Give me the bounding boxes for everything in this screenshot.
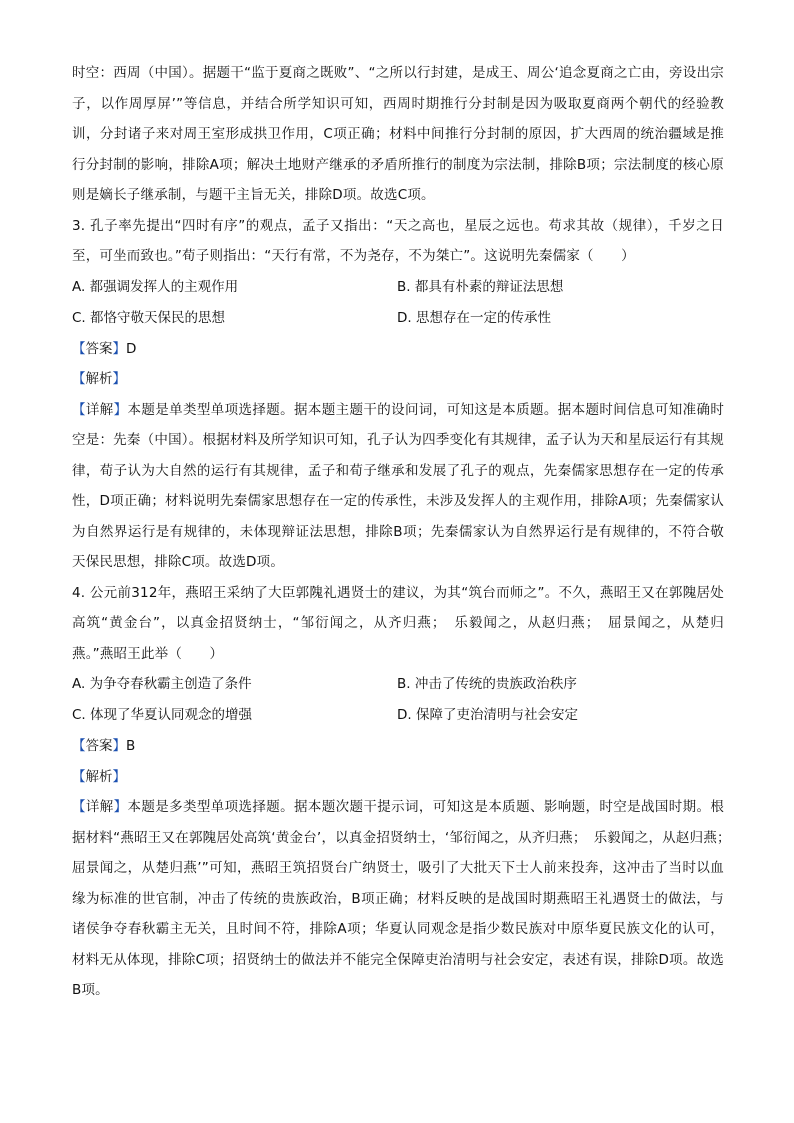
question-3-stem: 3. 孔子率先提出“四时有序”的观点，孟子又指出：“天之高也，星辰之远也。苟求其故（规律），千岁之日至，可坐而致也。”荀子则指出：“天行有常，不为尧存，不为桀亡”。这说明先秦儒家（ ） [72,217,724,264]
q2-explanation-continued: 时空：西周（中国）。据题干“监于夏商之既败”、“之所以行封建，是成王、周公‘追念夏商之亡由，旁设出宗子，以作周厚屏’”等信息，并结合所学知识可知，西周时期推行分封制是因为吸取夏商两个朝代的经验教训，分封诸子来对周王室形成拱卫作用，C项正确；材料中间推行分封制的原因，扩大西周的统治疆域是推行分封制的影响，排除A项；解决土地财产继承的矛盾所推行的制度为宗法制，排除B项；宗法制度的核心原则是嫡长子继承制，与题干主旨无关，排除D项。故选C项。 [72,65,724,203]
q4-answer-label: 答案 [85,738,113,754]
question-3-options [72,272,724,334]
q3-option-d[interactable]: D. 思想存在一定的传承性 [397,309,551,326]
q4-option-c[interactable]: C. 体现了华夏认同观念的增强 [72,707,253,723]
q3-analysis-label: 解析 [85,371,113,387]
q3-answer-label: 答案 [85,340,113,357]
q4-answer: 【答案】B [72,738,136,754]
q4-option-a[interactable]: A. 为争夺春秋霸主创造了条件 [72,676,252,692]
q3-detail: 【详解】本题是单类型单项选择题。据本题主题干的设问词，可知这是本质题。据本题时间信息可知准确时空是：先秦（中国）。根据材料及所学知识可知，孔子认为四季变化有其规律，孟子认为天和星辰运行有其规律，荀子认为大自然的运行有其规律，孟子和荀子继承和发展了孔子的观点，先秦儒家思想存在一定的传承性，D项正确；材料说明先秦儒家思想存在一定的传承性，未涉及发挥人的主观作用，排除A项；先秦儒家认为自然界运行是有规律的，未体现辩证法思想，排除B项；先秦儒家认为自然界运行是有规律的，不符合敬天保民思想，排除C项。故选D项。 [72,401,725,570]
q3-option-a[interactable]: A. 都强调发挥人的主观作用 [72,278,239,295]
q3-option-b[interactable]: B. 都具有朴素的辩证法思想 [397,278,564,295]
q3-answer: 【答案】D [72,340,137,357]
q4-option-d[interactable]: D. 保障了吏治清明与社会安定 [397,707,578,723]
q3-option-c[interactable]: C. 都恪守敬天保民的思想 [72,309,226,326]
question-4-options [72,669,724,731]
q3-answer-value: D [126,340,137,357]
q4-detail: 【详解】本题是多类型单项选择题。据本题次题干提示词，可知这是本质题、影响题，时空是战国时期。根据材料“燕昭王又在郭隗居处高筑‘黄金台’，以真金招贤纳士，‘邹衍闻之，从齐归燕； 乐毅闻之，从赵归燕； 屈景闻之，从楚归燕’”可知，燕昭王筑招贤台广纳贤士，吸引了大批天下士人前来投奔，这冲击了当时以血缘为标准的世官制，冲击了传统的贵族政治，B项正确；材料反映的是战国时期燕昭王礼遇贤士的做法，与诸侯争夺春秋霸主无关，且时间不符，排除A项；华夏认同观念是指少数民族对中原华夏民族文化的认可，材料无从体现，排除C项；招贤纳士的做法并不能完全保障吏治清明与社会安定，表述有误，排除D项。故选B项。 [72,799,738,998]
q4-detail-label: 详解 [85,799,114,815]
q3-detail-label: 详解 [85,401,114,418]
q4-analysis-label: 解析 [85,768,113,785]
q4-detail-text: 本题是多类型单项选择题。据本题次题干提示词，可知这是本质题、影响题，时空是战国时期。根据材料“燕昭王又在郭隗居处高筑‘黄金台’，以真金招贤纳士，‘邹衍闻之，从齐归燕； 乐毅闻之，从赵归燕； 屈景闻之，从楚归燕’”可知，燕昭王筑招贤台广纳贤士，吸引了大批天下士人前来投奔，这冲击了当时以血缘为标准的世官制，冲击了传统的贵族政治，B项正确；材料反映的是战国时期燕昭王礼遇贤士的做法，与诸侯争夺春秋霸主无关，且时间不符，排除A项；华夏认同观念是指少数民族对中原华夏民族文化的认可，材料无从体现，排除C项；招贤纳士的做法并不能完全保障吏治清明与社会安定，表述有误，排除D项。故选B项。 [72,799,738,998]
q4-analysis-heading: 【解析】 [72,768,126,785]
q3-analysis-heading: 【解析】 [72,371,126,387]
q4-option-b[interactable]: B. 冲击了传统的贵族政治秩序 [397,676,577,692]
q4-answer-value: B [126,738,136,754]
question-4-stem: 4. 公元前312年，燕昭王采纳了大臣郭隗礼遇贤士的建议，为其“筑台而师之”。不久，燕昭王又在郭隗居处高筑“黄金台”，以真金招贤纳士，“邹衍闻之，从齐归燕； 乐毅闻之，从赵归燕； 屈景闻之，从楚归燕。”燕昭王此举（ ） [72,584,724,662]
q3-detail-text: 本题是单类型单项选择题。据本题主题干的设问词，可知这是本质题。据本题时间信息可知准确时空是：先秦（中国）。根据材料及所学知识可知，孔子认为四季变化有其规律，孟子认为天和星辰运行有其规律，荀子认为大自然的运行有其规律，孟子和荀子继承和发展了孔子的观点，先秦儒家思想存在一定的传承性，D项正确；材料说明先秦儒家思想存在一定的传承性，未涉及发挥人的主观作用，排除A项；先秦儒家认为自然界运行是有规律的，未体现辩证法思想，排除B项；先秦儒家认为自然界运行是有规律的，不符合敬天保民思想，排除C项。故选D项。 [72,401,725,570]
